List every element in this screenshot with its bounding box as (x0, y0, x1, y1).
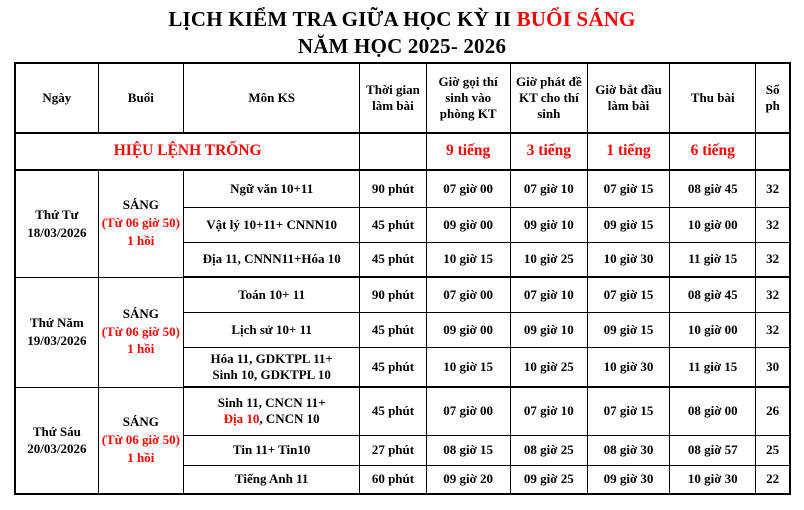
duration-cell: 90 phút (360, 170, 426, 207)
subject-cell: Lịch sử 10+ 11 (183, 312, 359, 347)
header-row (15, 63, 790, 133)
call-time-cell: 08 giờ 15 (426, 435, 510, 465)
start-time-cell: 07 giờ 15 (587, 387, 669, 435)
handout-time-cell: 10 giờ 25 (510, 242, 587, 277)
start-time-cell: 10 giờ 30 (587, 347, 669, 387)
collect-time-cell: 11 giờ 15 (670, 347, 756, 387)
subject-line2-rest: , CNCN 10 (259, 411, 320, 427)
header-duration: Thời gian làm bài (360, 63, 426, 133)
duration-cell: 45 phút (360, 387, 426, 435)
call-time-cell: 07 giờ 00 (426, 277, 510, 312)
header-handout-time: Giờ phát đề KT cho thí sinh (510, 63, 587, 133)
start-time-cell: 07 giờ 15 (587, 277, 669, 312)
handout-time-cell: 07 giờ 10 (510, 277, 587, 312)
subject-cell: Tin 11+ Tin10 (183, 435, 359, 465)
header-call-time: Giờ gọi thí sinh vào phòng KT (426, 63, 510, 133)
collect-time-cell: 10 giờ 30 (670, 465, 756, 494)
day-name: Thứ Sáu (32, 423, 81, 439)
collect-time-cell: 10 giờ 00 (670, 312, 756, 347)
subject-cell: Vật lý 10+11+ CNNN10 (183, 207, 359, 242)
session-from-time: (Từ 06 giờ 50) (101, 431, 180, 447)
call-time-cell: 09 giờ 00 (426, 312, 510, 347)
session-drum-note: 1 hồi (127, 341, 155, 357)
day-name: Thứ Tư (35, 207, 79, 223)
title-line1-black: LỊCH KIỂM TRA GIỮA HỌC KỲ II (168, 7, 517, 31)
handout-time-cell: 09 giờ 25 (510, 465, 587, 494)
empty-cell (360, 133, 426, 170)
day-date: 19/03/2026 (27, 333, 87, 348)
subject-cell: Địa 11, CNNN11+Hóa 10 (183, 242, 359, 277)
subject-cell (183, 347, 359, 387)
title-line1 (0, 6, 804, 33)
day-date: 18/03/2026 (27, 224, 87, 240)
session-from-time: (Từ 06 giờ 50) (101, 215, 180, 231)
room-count-cell: 32 (756, 170, 790, 207)
day-date: 20/03/2026 (27, 441, 87, 457)
exam-schedule-table (14, 62, 791, 495)
subject-cell: Ngữ văn 10+11 (183, 170, 359, 207)
start-time-cell: 07 giờ 15 (587, 170, 669, 207)
subject-cell (183, 387, 359, 435)
title-line2: NĂM HỌC 2025- 2026 (297, 33, 507, 58)
day-cell (15, 277, 98, 387)
handout-time-cell: 07 giờ 10 (510, 170, 587, 207)
call-time-cell: 07 giờ 00 (426, 170, 510, 207)
room-count-cell: 25 (756, 435, 790, 465)
session-name: SÁNG (122, 197, 159, 213)
subject-line1: Sinh 11, CNCN 11+ (217, 395, 326, 410)
duration-cell: 45 phút (360, 242, 426, 277)
session-cell (98, 277, 183, 387)
drum-signal-row (15, 133, 790, 170)
handout-time-cell: 09 giờ 10 (510, 312, 587, 347)
session-drum-note: 1 hồi (127, 449, 155, 465)
exam-row (15, 277, 790, 312)
collect-time-cell: 08 giờ 45 (670, 170, 756, 207)
drum-signal-handout: 3 tiếng (510, 133, 587, 170)
start-time-cell: 09 giờ 15 (587, 207, 669, 242)
day-name: Thứ Năm (30, 315, 84, 331)
duration-cell: 45 phút (360, 347, 426, 387)
exam-row (15, 170, 790, 207)
title-line1-red: BUỔI SÁNG (516, 7, 636, 31)
subject-line1: Hóa 11, GDKTPL 11+ (210, 350, 333, 366)
duration-cell: 45 phút (360, 312, 426, 347)
header-start-time: Giờ bắt đầu làm bài (587, 63, 669, 133)
room-count-cell: 26 (756, 387, 790, 435)
call-time-cell: 09 giờ 00 (426, 207, 510, 242)
duration-cell: 27 phút (360, 435, 426, 465)
drum-signal-label: HIỆU LỆNH TRỐNG (15, 133, 360, 170)
subject-line2 (186, 411, 357, 427)
session-drum-note: 1 hồi (127, 233, 155, 249)
drum-signal-collect: 6 tiếng (670, 133, 756, 170)
session-name: SÁNG (122, 413, 159, 429)
handout-time-cell: 10 giờ 25 (510, 347, 587, 387)
handout-time-cell: 09 giờ 10 (510, 207, 587, 242)
duration-cell: 60 phút (360, 465, 426, 494)
header-session: Buổi (98, 63, 183, 133)
collect-time-cell: 08 giờ 45 (670, 277, 756, 312)
room-count-cell: 30 (756, 347, 790, 387)
page-title (0, 0, 804, 60)
call-time-cell: 10 giờ 15 (426, 242, 510, 277)
header-room-count: Số ph (756, 63, 790, 133)
drum-signal-call: 9 tiếng (426, 133, 510, 170)
collect-time-cell: 08 giờ 00 (670, 387, 756, 435)
subject-line2: Sinh 10, GDKTPL 10 (212, 366, 331, 382)
session-name: SÁNG (122, 305, 159, 321)
collect-time-cell: 08 giờ 57 (670, 435, 756, 465)
duration-cell: 45 phút (360, 207, 426, 242)
room-count-cell: 32 (756, 312, 790, 347)
subject-line2-red: Địa 10 (223, 411, 260, 427)
collect-time-cell: 11 giờ 15 (670, 242, 756, 277)
start-time-cell: 10 giờ 30 (587, 242, 669, 277)
room-count-cell: 22 (756, 465, 790, 494)
room-count-cell: 32 (756, 242, 790, 277)
room-count-cell: 32 (756, 277, 790, 312)
exam-row (15, 387, 790, 435)
subject-cell: Tiếng Anh 11 (183, 465, 359, 494)
subject-cell: Toán 10+ 11 (183, 277, 359, 312)
day-cell (15, 170, 98, 277)
header-subject: Môn KS (183, 63, 359, 133)
start-time-cell: 09 giờ 15 (587, 312, 669, 347)
header-day: Ngày (15, 63, 98, 133)
call-time-cell: 09 giờ 20 (426, 465, 510, 494)
call-time-cell: 10 giờ 15 (426, 347, 510, 387)
drum-signal-start: 1 tiếng (587, 133, 669, 170)
start-time-cell: 08 giờ 30 (587, 435, 669, 465)
collect-time-cell: 10 giờ 00 (670, 207, 756, 242)
start-time-cell: 09 giờ 30 (587, 465, 669, 494)
empty-cell (756, 133, 790, 170)
header-collect-time: Thu bài (670, 63, 756, 133)
day-cell (15, 387, 98, 494)
session-cell (98, 170, 183, 277)
duration-cell: 90 phút (360, 277, 426, 312)
session-from-time: (Từ 06 giờ 50) (101, 323, 180, 339)
handout-time-cell: 07 giờ 10 (510, 387, 587, 435)
session-cell (98, 387, 183, 494)
call-time-cell: 07 giờ 00 (426, 387, 510, 435)
room-count-cell: 32 (756, 207, 790, 242)
handout-time-cell: 08 giờ 25 (510, 435, 587, 465)
